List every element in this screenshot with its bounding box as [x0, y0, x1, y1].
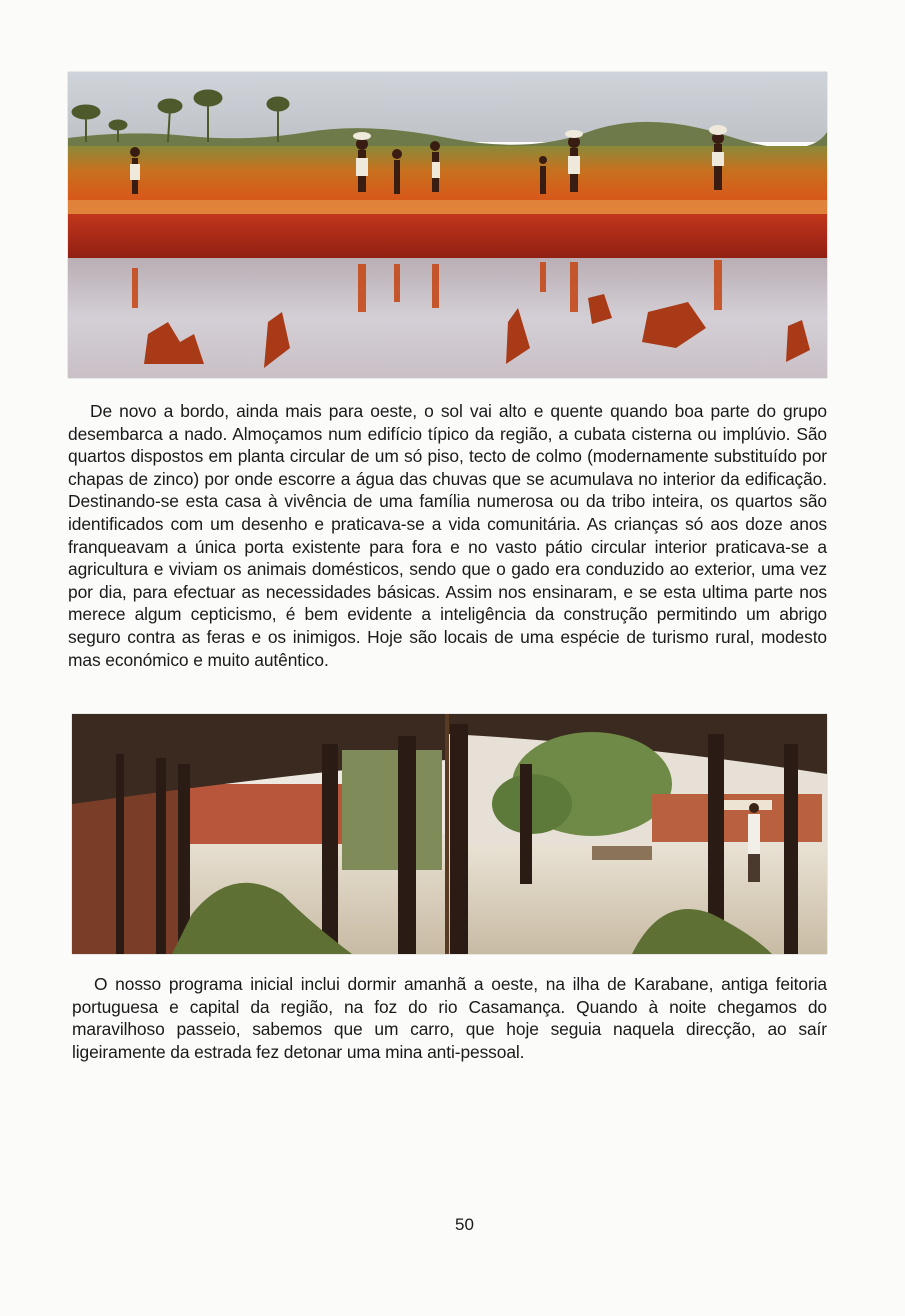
paragraph-cubata: De novo a bordo, ainda mais para oeste, o sol vai alto e quente quando boa parte do grupo desembarca a nado. Almoçamos num edifício típico da região, a cubata cisterna ou implúvio. São quartos dispostos em planta circular de um só piso, tecto de colmo (modernamente substituído por chapas de zinco) por onde escorre a água das chuvas que se acumulava no interior da edificação. Destinando-se esta casa à vivência de uma família numerosa ou da tribo inteira, os quartos são identificados com um desenho e praticava-se a vida comunitária. As crianças só aos doze anos franqueavam a única porta existente para fora e no vasto pátio circular interior praticava-se a agricultura e viviam os animais domésticos, sendo que o gado era conduzido ao exterior, uma vez por dia, para efectuar as necessidades básicas. Assim nos ensinaram, e se esta ultima parte nos merece algum cepticismo, é bem evidente a inteligência da construção permitindo um abrigo seguro contra as feras e os inimigos. Hoje são locais de uma espécie de turismo rural, modesto mas económico e muito autêntico.	[68, 401, 827, 670]
photo-cubata-courtyard	[72, 714, 827, 954]
photo-cubata-courtyard-image	[72, 714, 827, 954]
page-number: 50	[455, 1215, 474, 1234]
paragraph-karabane: O nosso programa inicial inclui dormir amanhã a oeste, na ilha de Karabane, antiga feitoria portuguesa e capital da região, na foz do rio Casamança. Quando à noite chegamos do maravilhoso passeio, sabemos que um carro, que hoje seguia naquela direcção, ao saír ligeiramente da estrada fez detonar uma mina anti-pessoal.	[72, 974, 827, 1062]
photo-flooded-field-image	[68, 72, 827, 378]
photo-flooded-field	[68, 72, 827, 378]
